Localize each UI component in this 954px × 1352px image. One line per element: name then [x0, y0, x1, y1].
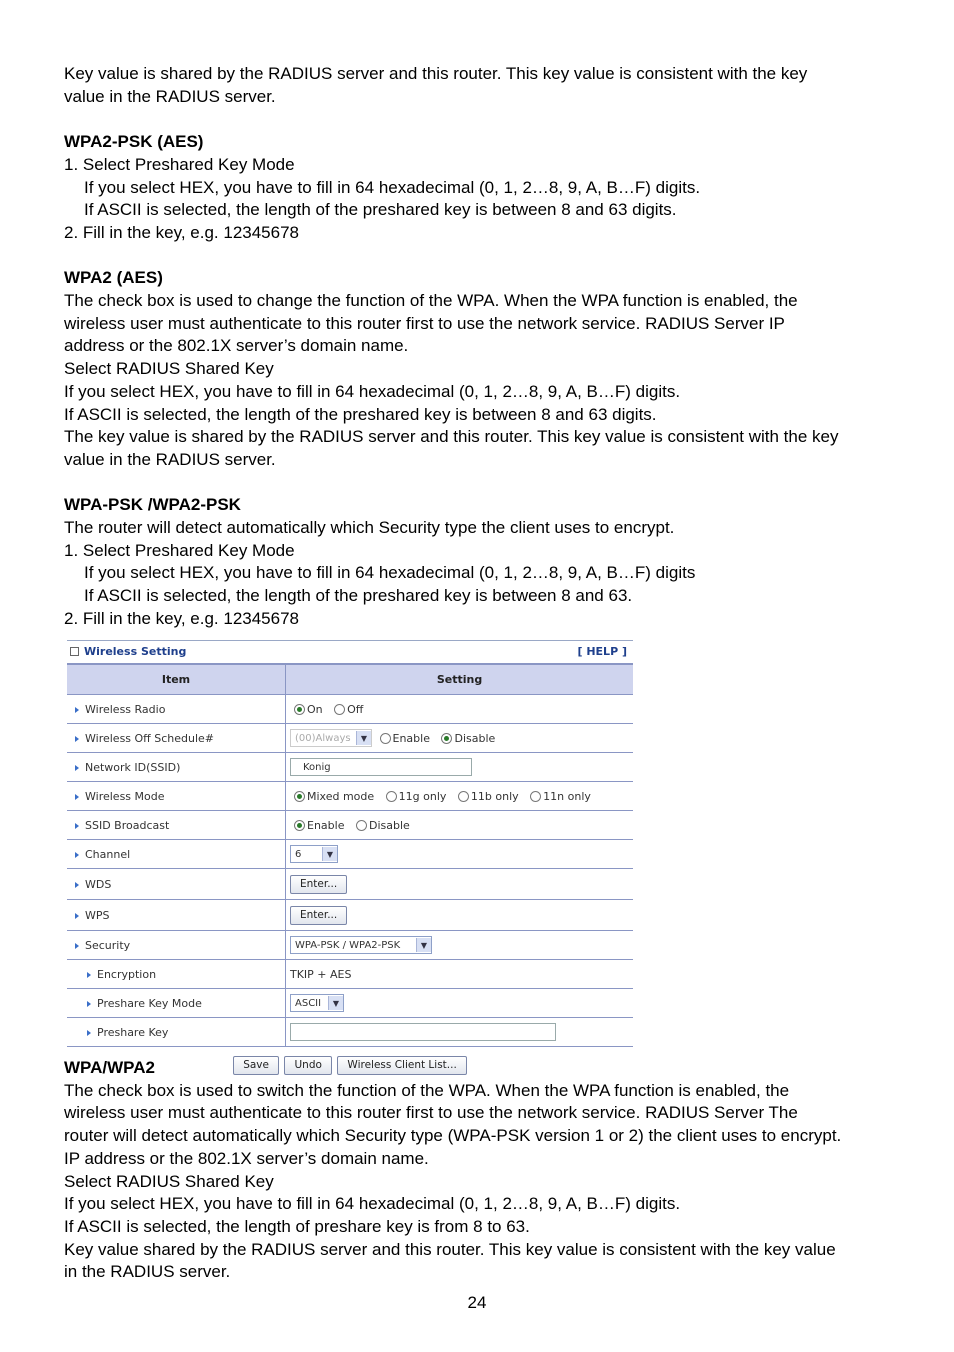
arrow-right-icon	[75, 823, 79, 829]
body-line: router will detect automatically which Security type (WPA-PSK version 1 or 2) the client uses to encrypt.	[64, 1126, 842, 1146]
table-row	[67, 869, 633, 900]
step-text: 1. Select Preshared Key Mode	[64, 154, 295, 174]
arrow-right-icon	[87, 1001, 91, 1007]
body-line: Select RADIUS Shared Key	[64, 359, 274, 379]
radio-broadcast-enable[interactable]	[294, 820, 305, 831]
panel-title: Wireless Setting	[84, 644, 187, 658]
body-line: wireless user must authenticate to this router first to use the network service. RADIUS Server The	[64, 1103, 798, 1123]
key-mode-select[interactable]: ASCII ▼	[290, 994, 344, 1012]
radio-label: Enable	[392, 731, 430, 745]
body-line: The check box is used to switch the function of the WPA. When the WPA function is enabled, the	[64, 1080, 790, 1100]
help-link[interactable]: [ HELP ]	[577, 644, 627, 658]
radio-label: Mixed mode	[307, 789, 375, 803]
radio-label: Off	[347, 702, 364, 716]
table-row	[67, 753, 633, 782]
row-label: Preshare Key	[97, 1025, 169, 1039]
radio-label: Disable	[368, 818, 410, 832]
body-line: IP address or the 802.1X server’s domain name.	[64, 1148, 429, 1168]
channel-select[interactable]: 6 ▼	[290, 845, 338, 863]
body-line: If ASCII is selected, the length of preshare key is from 8 to 63.	[64, 1216, 530, 1236]
chevron-down-icon: ▼	[328, 996, 343, 1010]
arrow-right-icon	[87, 1030, 91, 1036]
radio-schedule-disable[interactable]	[441, 733, 452, 744]
radio-broadcast-disable[interactable]	[356, 820, 367, 831]
step-detail: If ASCII is selected, the length of the preshared key is between 8 and 63 digits.	[84, 200, 677, 220]
step-text: 1. Select Preshared Key Mode	[64, 540, 295, 560]
row-label: Wireless Off Schedule#	[85, 731, 215, 745]
intro-line: value in the RADIUS server.	[64, 86, 276, 106]
page-number: 24	[467, 1293, 487, 1312]
radio-label: On	[307, 702, 323, 716]
document-body-bottom	[64, 1057, 894, 1284]
intro-line: Key value is shared by the RADIUS server and this router. This key value is consistent with the key	[64, 64, 808, 83]
document-body	[64, 63, 894, 631]
radio-11b-only[interactable]	[458, 791, 469, 802]
chevron-down-icon: ▼	[356, 731, 371, 745]
body-line: in the RADIUS server.	[64, 1262, 231, 1282]
step-detail: If ASCII is selected, the length of the preshared key is between 8 and 63.	[84, 586, 633, 606]
table-row	[67, 960, 633, 989]
schedule-select[interactable]: (00)Always ▼	[290, 729, 372, 747]
table-row	[67, 989, 633, 1018]
step-text: 2. Fill in the key, e.g. 12345678	[64, 222, 300, 242]
row-label: Preshare Key Mode	[97, 996, 202, 1010]
radio-mixed-mode[interactable]	[294, 791, 305, 802]
radio-label: 11b only	[470, 789, 519, 803]
step-text: 2. Fill in the key, e.g. 12345678	[64, 608, 300, 628]
row-label: Security	[85, 938, 131, 952]
wireless-setting-panel	[67, 640, 633, 1075]
arrow-right-icon	[87, 972, 91, 978]
radio-on[interactable]	[294, 704, 305, 715]
wds-enter-button[interactable]: Enter...	[290, 875, 347, 894]
table-row	[67, 782, 633, 811]
arrow-right-icon	[75, 943, 79, 949]
step-detail: If you select HEX, you have to fill in 64 hexadecimal (0, 1, 2…8, 9, A, B…F) digits.	[84, 177, 701, 197]
table-row	[67, 900, 633, 931]
body-line: The key value is shared by the RADIUS server and this router. This key value is consistent with the key	[64, 427, 839, 447]
body-line: Key value shared by the RADIUS server and this router. This key value is consistent with the key value	[64, 1239, 836, 1259]
row-label: Encryption	[97, 967, 157, 981]
encryption-value: TKIP + AES	[290, 967, 352, 981]
security-select[interactable]: WPA-PSK / WPA2-PSK ▼	[290, 936, 432, 954]
column-header-item: Item	[67, 664, 286, 695]
panel-header	[67, 640, 633, 661]
arrow-right-icon	[75, 913, 79, 919]
row-label: WPS	[85, 908, 110, 922]
settings-table	[67, 663, 633, 1047]
body-line: Select RADIUS Shared Key	[64, 1171, 274, 1191]
table-row	[67, 811, 633, 840]
arrow-right-icon	[75, 765, 79, 771]
body-line: If you select HEX, you have to fill in 64 hexadecimal (0, 1, 2…8, 9, A, B…F) digits.	[64, 1194, 681, 1214]
section-heading-wpa2-aes: WPA2 (AES)	[64, 268, 163, 288]
chevron-down-icon: ▼	[322, 847, 337, 861]
body-line: If you select HEX, you have to fill in 64 hexadecimal (0, 1, 2…8, 9, A, B…F) digits.	[64, 381, 681, 401]
row-label: SSID Broadcast	[85, 818, 170, 832]
section-heading-wpa-psk-wpa2-psk: WPA-PSK /WPA2-PSK	[64, 495, 241, 515]
row-label: Wireless Mode	[85, 789, 165, 803]
row-label: Channel	[85, 847, 131, 861]
arrow-right-icon	[75, 852, 79, 858]
undo-button[interactable]: Undo	[284, 1056, 331, 1075]
save-button[interactable]: Save	[233, 1056, 279, 1075]
radio-label: 11g only	[398, 789, 447, 803]
radio-11n-only[interactable]	[530, 791, 541, 802]
arrow-right-icon	[75, 707, 79, 713]
arrow-right-icon	[75, 882, 79, 888]
radio-label: 11n only	[543, 789, 591, 803]
panel-square-icon	[70, 647, 79, 656]
table-row	[67, 931, 633, 960]
table-row	[67, 724, 633, 753]
section-heading-wpa-wpa2: WPA/WPA2	[64, 1058, 155, 1077]
chevron-down-icon: ▼	[416, 938, 431, 952]
body-line: The check box is used to change the function of the WPA. When the WPA function is enabled, the	[64, 291, 798, 310]
arrow-right-icon	[75, 794, 79, 800]
body-line: wireless user must authenticate to this router first to use the network service. RADIUS Server IP	[64, 313, 785, 333]
preshare-key-input[interactable]	[290, 1023, 556, 1041]
arrow-right-icon	[75, 736, 79, 742]
ssid-input[interactable]: Konig	[290, 758, 472, 776]
section-heading-wpa2-psk: WPA2-PSK (AES)	[64, 132, 204, 152]
body-line: value in the RADIUS server.	[64, 449, 276, 469]
row-label: Network ID(SSID)	[85, 760, 181, 774]
body-line: address or the 802.1X server’s domain name.	[64, 336, 409, 356]
body-line: The router will detect automatically which Security type the client uses to encrypt.	[64, 518, 675, 538]
column-header-setting: Setting	[286, 664, 634, 695]
table-row	[67, 840, 633, 869]
table-row	[67, 695, 633, 724]
wps-enter-button[interactable]: Enter...	[290, 906, 347, 925]
radio-schedule-enable[interactable]	[380, 733, 391, 744]
table-row	[67, 1018, 633, 1047]
radio-off[interactable]	[334, 704, 345, 715]
radio-11g-only[interactable]	[386, 791, 397, 802]
body-line: If ASCII is selected, the length of the preshared key is between 8 and 63 digits.	[64, 404, 657, 424]
radio-label: Disable	[454, 731, 496, 745]
wireless-client-list-button[interactable]: Wireless Client List...	[337, 1056, 466, 1075]
row-label: Wireless Radio	[85, 702, 166, 716]
radio-label: Enable	[307, 818, 345, 832]
row-label: WDS	[85, 877, 112, 891]
step-detail: If you select HEX, you have to fill in 64 hexadecimal (0, 1, 2…8, 9, A, B…F) digits	[84, 563, 696, 583]
